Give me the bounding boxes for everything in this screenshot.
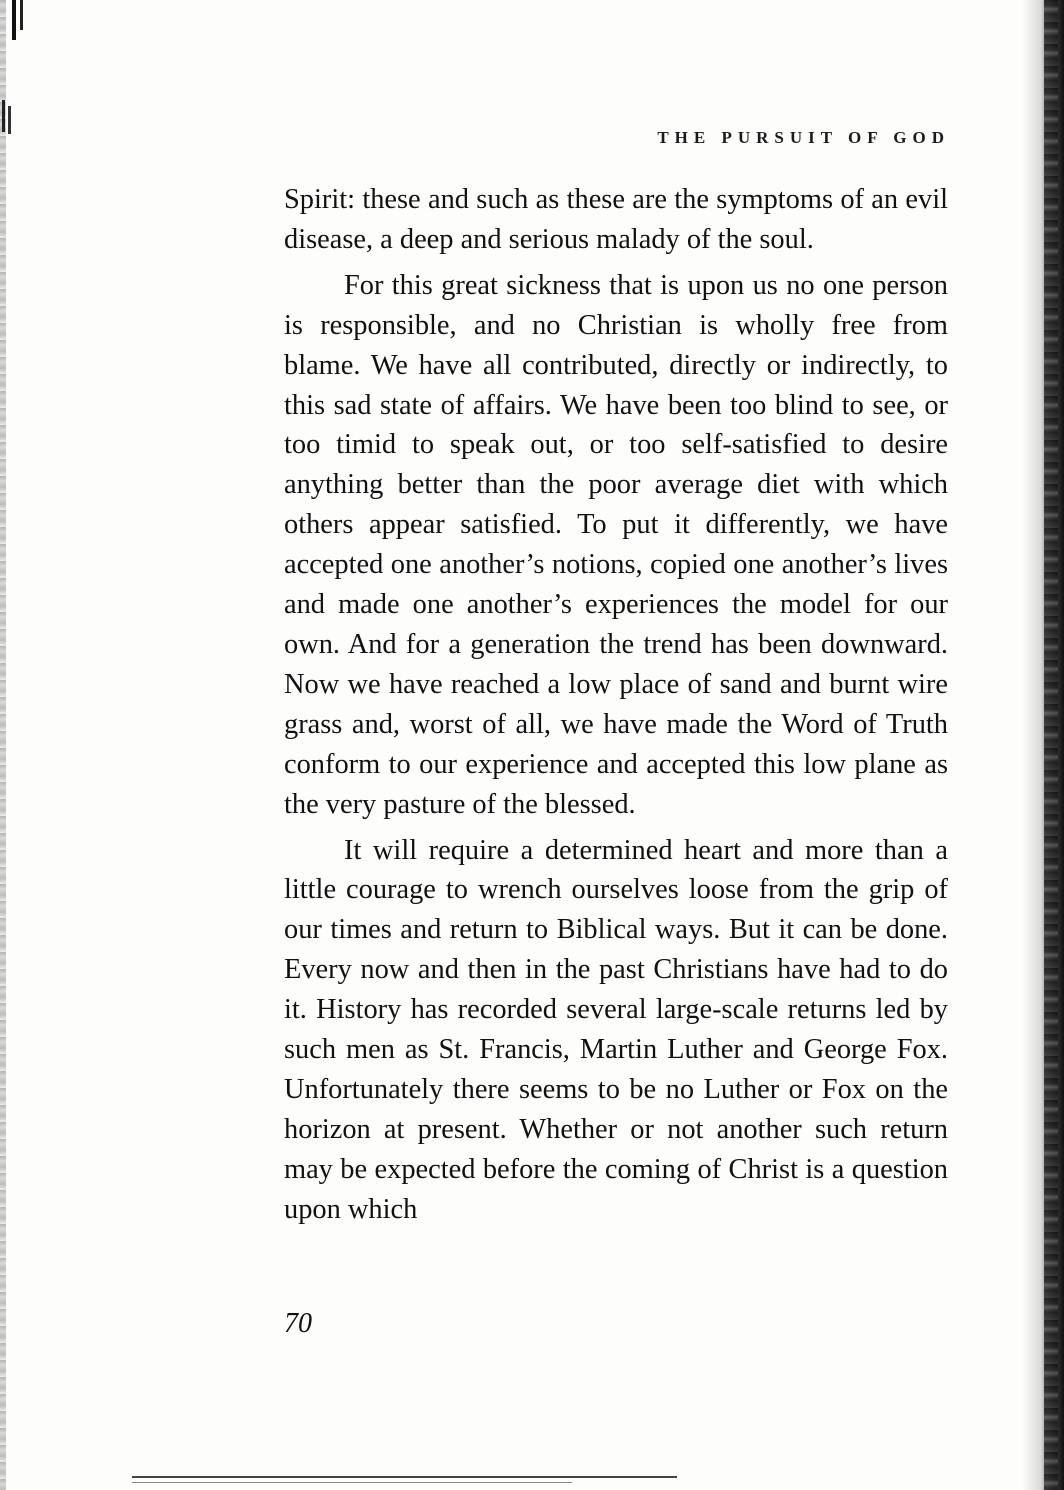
page-number: 70 xyxy=(284,1308,312,1339)
scan-artifact xyxy=(12,0,16,40)
scan-edge-left xyxy=(0,0,6,1490)
scan-artifact xyxy=(20,0,23,30)
scan-edge-right-strip xyxy=(1044,0,1058,1490)
scan-bottom-line xyxy=(132,1482,572,1483)
scan-bottom-line xyxy=(132,1476,677,1478)
scan-artifact xyxy=(8,106,11,134)
paragraph: Spirit: these and such as these are the symptoms of an evil disease, a deep and serious malady of the soul. xyxy=(284,184,948,255)
scan-artifact xyxy=(2,100,5,132)
body-text xyxy=(284,180,948,1230)
paragraph: For this great sickness that is upon us no one person is responsible, and no Christian is wholly free from blame. We have all contributed, directly or indirectly, to this sad state of affairs. We have been too blind to see, or too timid to speak out, or too self-satisfied to desire anything better than the poor average diet with which others appear satisfied. To put it differently, we have accepted one another’s notions, copied one another’s lives and made one another’s experiences the model for our own. And for a generation the trend has been downward. Now we have reached a low place of sand and burnt wire grass and, worst of all, we have made the Word of Truth conform to our experience and accepted this low plane as the very pasture of the blessed. xyxy=(284,269,948,820)
running-head: THE PURSUIT OF GOD xyxy=(657,128,950,147)
paragraph: It will require a determined heart and more than a little courage to wrench ourselves loose from the grip of our times and return to Biblical ways. But it can be done. Every now and then in the past Christians have had to do it. History has recorded several large-scale returns led by such men as St. Francis, Martin Luther and George Fox. Unfortunately there seems to be no Luther or Fox on the horizon at present. Whether or not another such return may be expected before the coming of Christ is a question upon which xyxy=(284,834,948,1225)
